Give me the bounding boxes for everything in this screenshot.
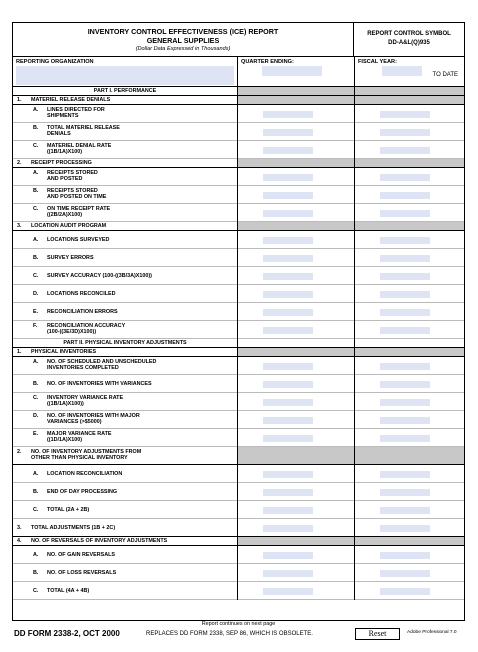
line-label-text: MAJOR VARIANCE RATE <box>47 431 112 437</box>
line-label-text: TOTAL (4A + 4B) <box>47 587 90 594</box>
value-input-field[interactable] <box>263 588 313 595</box>
line-label-text: RECONCILIATION ERRORS <box>47 308 118 315</box>
line-item-row <box>13 546 464 564</box>
line-label-text: LOCATIONS SURVEYED <box>47 236 110 243</box>
reporting-row <box>13 57 464 87</box>
value-input-field[interactable] <box>380 435 430 442</box>
value-input-field[interactable] <box>263 255 313 262</box>
line-label <box>47 170 98 183</box>
line-label-text: ((1B/1A)X100) <box>47 149 83 156</box>
line-label-text: PHYSICAL INVENTORIES <box>31 349 97 355</box>
line-number: D. <box>33 413 39 419</box>
reporting-organization-field[interactable] <box>16 66 234 85</box>
quarter-ending-cell <box>237 57 354 86</box>
line-label-text: RECEIPTS STORED <box>47 188 98 194</box>
value-input-field[interactable] <box>263 381 313 388</box>
value-input-field[interactable] <box>380 291 430 298</box>
reporting-organization-label: REPORTING ORGANIZATION <box>16 59 94 65</box>
value-input-field[interactable] <box>263 273 313 280</box>
form-footer <box>14 628 466 642</box>
line-label-text: NO. OF GAIN REVERSALS <box>47 551 115 558</box>
line-label-text: TOTAL (2A + 2B) <box>47 506 90 513</box>
line-label <box>31 538 167 544</box>
value-input-field[interactable] <box>263 471 313 478</box>
line-number: B. <box>33 569 39 576</box>
line-label-text: ((1D/1A)X100) <box>47 437 83 444</box>
line-label <box>47 206 110 219</box>
report-title <box>13 27 353 45</box>
value-input-field[interactable] <box>380 327 430 334</box>
fiscal-year-label: FISCAL YEAR: <box>358 59 397 65</box>
part-header-row <box>13 87 464 96</box>
title-line-2: GENERAL SUPPLIES <box>146 36 220 45</box>
part-title: PART I. PERFORMANCE <box>93 88 157 94</box>
line-label-text: SURVEY ERRORS <box>47 254 94 261</box>
value-input-field[interactable] <box>380 381 430 388</box>
line-number: C. <box>33 206 39 212</box>
fiscal-year-cell <box>354 57 464 86</box>
line-label-text: TOTAL ADJUSTMENTS (1B + 2C) <box>31 524 116 531</box>
line-label <box>31 160 92 166</box>
value-input-field[interactable] <box>380 111 430 118</box>
value-input-field[interactable] <box>263 570 313 577</box>
line-item-row <box>13 483 464 501</box>
value-input-field[interactable] <box>380 210 430 217</box>
value-input-field[interactable] <box>263 129 313 136</box>
value-input-field[interactable] <box>263 111 313 118</box>
value-input-field[interactable] <box>380 552 430 559</box>
line-label-text: SHIPMENTS <box>47 113 79 120</box>
value-input-field[interactable] <box>380 147 430 154</box>
line-number: A. <box>33 359 39 365</box>
line-item-row <box>13 501 464 519</box>
value-input-field[interactable] <box>380 570 430 577</box>
line-item-row <box>13 285 464 303</box>
ice-report-form <box>12 22 465 627</box>
line-item-row <box>13 303 464 321</box>
line-number: A. <box>33 170 39 176</box>
line-number: C. <box>33 395 39 401</box>
line-item-row <box>13 267 464 285</box>
line-label <box>47 309 118 315</box>
value-input-field[interactable] <box>380 489 430 496</box>
line-label-text: ((1B/1A)X100)) <box>47 401 84 408</box>
line-label <box>47 395 123 408</box>
rcs-label: REPORT CONTROL SYMBOL <box>367 31 451 37</box>
line-item-row <box>13 411 464 429</box>
report-control-symbol <box>353 23 464 56</box>
value-input-field[interactable] <box>263 552 313 559</box>
line-number: 2. <box>17 160 22 166</box>
line-label-text: END OF DAY PROCESSING <box>47 488 118 495</box>
line-label <box>47 323 125 336</box>
line-label-text: NO. OF INVENTORIES WITH VARIANCES <box>47 380 152 387</box>
line-item-row <box>13 105 464 123</box>
line-number: 1. <box>17 97 22 103</box>
line-item-row <box>13 204 464 222</box>
line-item-row <box>13 321 464 339</box>
shaded-cell <box>238 348 354 356</box>
value-input-field[interactable] <box>380 399 430 406</box>
report-grid <box>13 87 464 622</box>
fiscal-year-field[interactable] <box>382 66 422 76</box>
line-number: B. <box>33 488 39 495</box>
quarter-ending-label: QUARTER ENDING: <box>241 59 294 65</box>
line-label-text: NO. OF SCHEDULED AND UNSCHEDULED <box>47 359 157 365</box>
section-row <box>13 96 464 105</box>
value-input-field[interactable] <box>263 174 313 181</box>
line-label-text: VARIANCES (>$5000) <box>47 419 102 426</box>
rcs-value: DD-A&L(Q)935 <box>388 40 430 46</box>
line-label-text: LOCATION RECONCILIATION <box>47 470 123 477</box>
line-item-row <box>13 582 464 600</box>
shaded-cell <box>238 96 354 104</box>
form-number: DD FORM 2338-2, OCT 2000 <box>14 629 120 638</box>
value-input-field[interactable] <box>263 291 313 298</box>
line-item-row <box>13 564 464 582</box>
line-label <box>47 273 152 279</box>
line-label <box>47 188 106 201</box>
value-input-field[interactable] <box>263 507 313 514</box>
line-label-text: RECONCILIATION ACCURACY <box>47 323 126 329</box>
line-number: A. <box>33 470 39 477</box>
adobe-version: Adobe Professional 7.0 <box>407 630 457 635</box>
line-number: E. <box>33 308 39 315</box>
line-label-text: (100-((3E/3D)X100)) <box>47 329 97 336</box>
line-item-row <box>13 231 464 249</box>
line-label <box>31 449 141 462</box>
line-number: B. <box>33 188 39 194</box>
line-item-row <box>13 429 464 447</box>
value-input-field[interactable] <box>380 129 430 136</box>
value-input-field[interactable] <box>263 417 313 424</box>
section-row <box>13 159 464 168</box>
value-input-field[interactable] <box>380 255 430 262</box>
line-label <box>47 359 156 372</box>
section-row <box>13 447 464 465</box>
line-label-text: OTHER THAN PHYSICAL INVENTORY <box>31 455 128 462</box>
value-input-field[interactable] <box>380 507 430 514</box>
reporting-organization-cell <box>13 57 237 86</box>
line-label <box>47 570 116 576</box>
column-divider <box>354 87 355 600</box>
value-input-field[interactable] <box>380 417 430 424</box>
line-label <box>31 97 110 103</box>
value-input-field[interactable] <box>380 192 430 199</box>
line-label-text: AND POSTED <box>47 176 83 183</box>
line-label <box>47 107 105 120</box>
section-row <box>13 222 464 231</box>
line-label <box>31 349 96 355</box>
value-input-field[interactable] <box>380 588 430 595</box>
line-number: C. <box>33 143 39 149</box>
continues-note: Report continues on next page <box>201 621 276 627</box>
section-row <box>13 519 464 537</box>
line-label <box>47 143 111 156</box>
line-label-text: LINES DIRECTED FOR <box>47 107 105 113</box>
line-label-text: ((2B/2A)X100) <box>47 212 83 219</box>
line-label <box>47 552 115 558</box>
line-number: B. <box>33 125 39 131</box>
shaded-cell <box>238 159 354 167</box>
shaded-cell <box>355 348 464 356</box>
line-number: C. <box>33 506 39 513</box>
line-label <box>47 471 122 477</box>
shaded-cell <box>238 447 354 464</box>
line-item-row <box>13 141 464 159</box>
line-label-text: DENIALS <box>47 131 71 138</box>
line-label-text: RECEIPTS STORED <box>47 170 98 176</box>
value-input-field[interactable] <box>263 363 313 370</box>
line-label-text: LOCATIONS RECONCILED <box>47 290 116 297</box>
shaded-cell <box>355 159 464 167</box>
section-row <box>13 537 464 546</box>
line-label-text: AND POSTED ON TIME <box>47 194 107 201</box>
line-label <box>47 255 94 261</box>
value-input-field[interactable] <box>263 525 313 532</box>
value-input-field[interactable] <box>380 471 430 478</box>
value-input-field[interactable] <box>380 237 430 244</box>
line-label-text: LOCATION AUDIT PROGRAM <box>31 223 107 229</box>
line-label-text: TOTAL MATERIEL RELEASE <box>47 125 120 131</box>
value-input-field[interactable] <box>263 489 313 496</box>
replaces-note: REPLACES DD FORM 2338, SEP 86, WHICH IS OBSOLETE. <box>146 631 313 637</box>
report-subtitle: (Dollar Data Expressed in Thousands) <box>135 46 231 52</box>
shaded-cell <box>355 222 464 230</box>
line-item-row <box>13 249 464 267</box>
value-input-field[interactable] <box>263 237 313 244</box>
quarter-ending-field[interactable] <box>262 66 322 76</box>
value-input-field[interactable] <box>263 399 313 406</box>
line-number: 2. <box>17 449 22 455</box>
value-input-field[interactable] <box>263 309 313 316</box>
line-label-text: INVENTORIES COMPLETED <box>47 365 119 372</box>
line-number: E. <box>33 431 39 437</box>
line-label-text: RECEIPT PROCESSING <box>31 160 92 166</box>
line-number: A. <box>33 236 39 243</box>
line-label-text: SURVEY ACCURACY (100-((3B/3A)X100)) <box>47 272 152 279</box>
column-divider <box>237 87 238 600</box>
value-input-field[interactable] <box>263 192 313 199</box>
reset-button[interactable]: Reset <box>355 628 400 640</box>
line-label <box>31 525 115 531</box>
shaded-cell <box>355 447 464 464</box>
value-input-field[interactable] <box>380 525 430 532</box>
line-label-text: MATERIEL RELEASE DENIALS <box>31 97 111 103</box>
line-item-row <box>13 357 464 375</box>
line-label-text: NO. OF INVENTORIES WITH MAJOR <box>47 413 140 419</box>
line-number: 3. <box>17 524 22 531</box>
line-label-text: INVENTORY VARIANCE RATE <box>47 395 124 401</box>
shaded-cell <box>355 87 464 95</box>
line-item-row <box>13 123 464 141</box>
line-item-row <box>13 393 464 411</box>
line-item-row <box>13 168 464 186</box>
line-number: 4. <box>17 538 22 544</box>
value-input-field[interactable] <box>263 327 313 334</box>
part-header-row <box>13 339 464 348</box>
value-input-field[interactable] <box>263 147 313 154</box>
value-input-field[interactable] <box>380 174 430 181</box>
line-number: B. <box>33 380 39 387</box>
shaded-cell <box>355 96 464 104</box>
line-item-row <box>13 186 464 204</box>
line-label <box>47 431 112 444</box>
title-line-1: INVENTORY CONTROL EFFECTIVENESS (ICE) REPORT <box>87 27 279 36</box>
line-label <box>47 381 152 387</box>
shaded-cell <box>238 537 354 545</box>
line-number: 3. <box>17 223 22 229</box>
line-item-row <box>13 375 464 393</box>
line-label <box>47 291 115 297</box>
line-label-text: ON TIME RECEIPT RATE <box>47 206 111 212</box>
line-number: C. <box>33 272 39 279</box>
to-date-label: TO DATE <box>432 72 458 78</box>
line-label-text: NO. OF LOSS REVERSALS <box>47 569 117 576</box>
line-number: A. <box>33 107 39 113</box>
shaded-cell <box>355 537 464 545</box>
shaded-cell <box>238 87 354 95</box>
value-input-field[interactable] <box>263 435 313 442</box>
line-label-text: MATERIEL DENIAL RATE <box>47 143 112 149</box>
line-label <box>47 507 89 513</box>
value-input-field[interactable] <box>380 309 430 316</box>
value-input-field[interactable] <box>380 363 430 370</box>
line-number: 1. <box>17 349 22 355</box>
line-label <box>47 489 117 495</box>
value-input-field[interactable] <box>263 210 313 217</box>
line-label <box>47 413 140 426</box>
line-label-text: NO. OF INVENTORY ADJUSTMENTS FROM <box>31 449 142 455</box>
part-title: PART II. PHYSICAL INVENTORY ADJUSTMENTS <box>63 340 187 346</box>
value-input-field[interactable] <box>380 273 430 280</box>
line-number: F. <box>33 323 38 329</box>
shaded-cell <box>238 222 354 230</box>
line-number: C. <box>33 587 39 594</box>
line-number: A. <box>33 551 39 558</box>
form-header <box>13 23 464 57</box>
line-item-row <box>13 465 464 483</box>
line-number: D. <box>33 290 39 297</box>
line-label-text: NO. OF REVERSALS OF INVENTORY ADJUSTMENTS <box>31 538 168 544</box>
line-label <box>31 223 106 229</box>
section-row <box>13 348 464 357</box>
line-number: B. <box>33 254 39 261</box>
line-label <box>47 237 109 243</box>
line-label <box>47 125 120 138</box>
line-label <box>47 588 89 594</box>
